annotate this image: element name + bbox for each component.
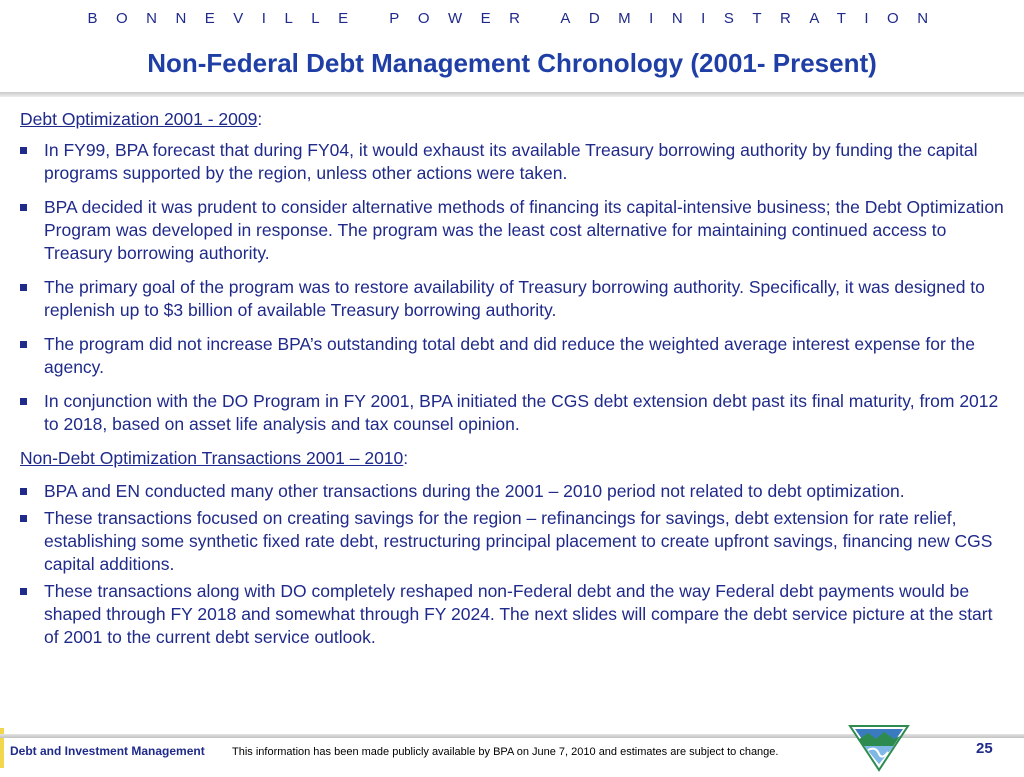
list-item [20,480,1010,503]
section-heading-debt-optimization [20,108,1010,131]
list-item [20,580,1010,649]
org-banner: BONNEVILLE POWER ADMINISTRATION [87,10,947,27]
list-item [20,276,1010,322]
list-item [20,333,1010,379]
footer-disclaimer: This information has been made publicly available by BPA on June 7, 2010 and estimates are subject to change. [232,746,779,758]
bullet-text: In FY99, BPA forecast that during FY04, it would exhaust its available Treasury borrowing authority by funding the capital programs supported by the region, unless other actions were taken. [44,140,978,183]
section-heading-text: Debt Optimization 2001 - 2009 [20,109,258,129]
square-bullet-icon [20,147,27,154]
bullet-text: The primary goal of the program was to restore availability of Treasury borrowing authority. Specifically, it was designed to replenish up to $3 billion of available Treasury borrowing authority. [44,277,985,320]
section-heading-colon: : [403,448,409,468]
section-heading-text: Non-Debt Optimization Transactions 2001 – 2010 [20,448,404,468]
title-divider [0,92,1024,97]
list-item [20,507,1010,576]
bullet-list-non-debt-optimization [20,480,1010,649]
bullet-list-debt-optimization [20,139,1010,436]
section-heading-non-debt-optimization [20,447,1010,470]
bullet-text: BPA and EN conducted many other transactions during the 2001 – 2010 period not related to debt optimization. [44,481,905,501]
bullet-text: These transactions along with DO completely reshaped non-Federal debt and the way Federal debt payments would be shaped through FY 2018 and somewhat through FY 2024. The next slides will compare the debt service picture at the start of 2001 to the current debt service outlook. [44,581,993,647]
page-title: Non-Federal Debt Management Chronology (2001- Present) [147,48,877,78]
section-heading-colon: : [257,109,263,129]
square-bullet-icon [20,515,27,522]
list-item [20,196,1010,265]
square-bullet-icon [20,284,27,291]
page-number: 25 [976,740,993,757]
list-item [20,390,1010,436]
square-bullet-icon [20,398,27,405]
bpa-logo-icon [848,724,910,772]
bullet-text: The program did not increase BPA’s outstanding total debt and did reduce the weighted average interest expense for the agency. [44,334,976,377]
slide-body [20,108,1010,653]
square-bullet-icon [20,341,27,348]
bullet-text: These transactions focused on creating savings for the region – refinancings for savings, debt extension for rate relief, establishing some synthetic fixed rate debt, restructuring principal placement to create upfront savings, financing new CGS capital additions. [44,508,993,574]
square-bullet-icon [20,588,27,595]
square-bullet-icon [20,204,27,211]
bullet-text: BPA decided it was prudent to consider alternative methods of financing its capital-intensive business; the Debt Optimization Program was developed in response. The program was the least cost alternative for maintaining continued access to Treasury borrowing authority. [44,197,1004,263]
bullet-text: In conjunction with the DO Program in FY 2001, BPA initiated the CGS debt extension debt past its final maturity, from 2012 to 2018, based on asset life analysis and tax counsel opinion. [44,391,999,434]
footer-department: Debt and Investment Management [10,744,205,758]
list-item [20,139,1010,185]
square-bullet-icon [20,488,27,495]
